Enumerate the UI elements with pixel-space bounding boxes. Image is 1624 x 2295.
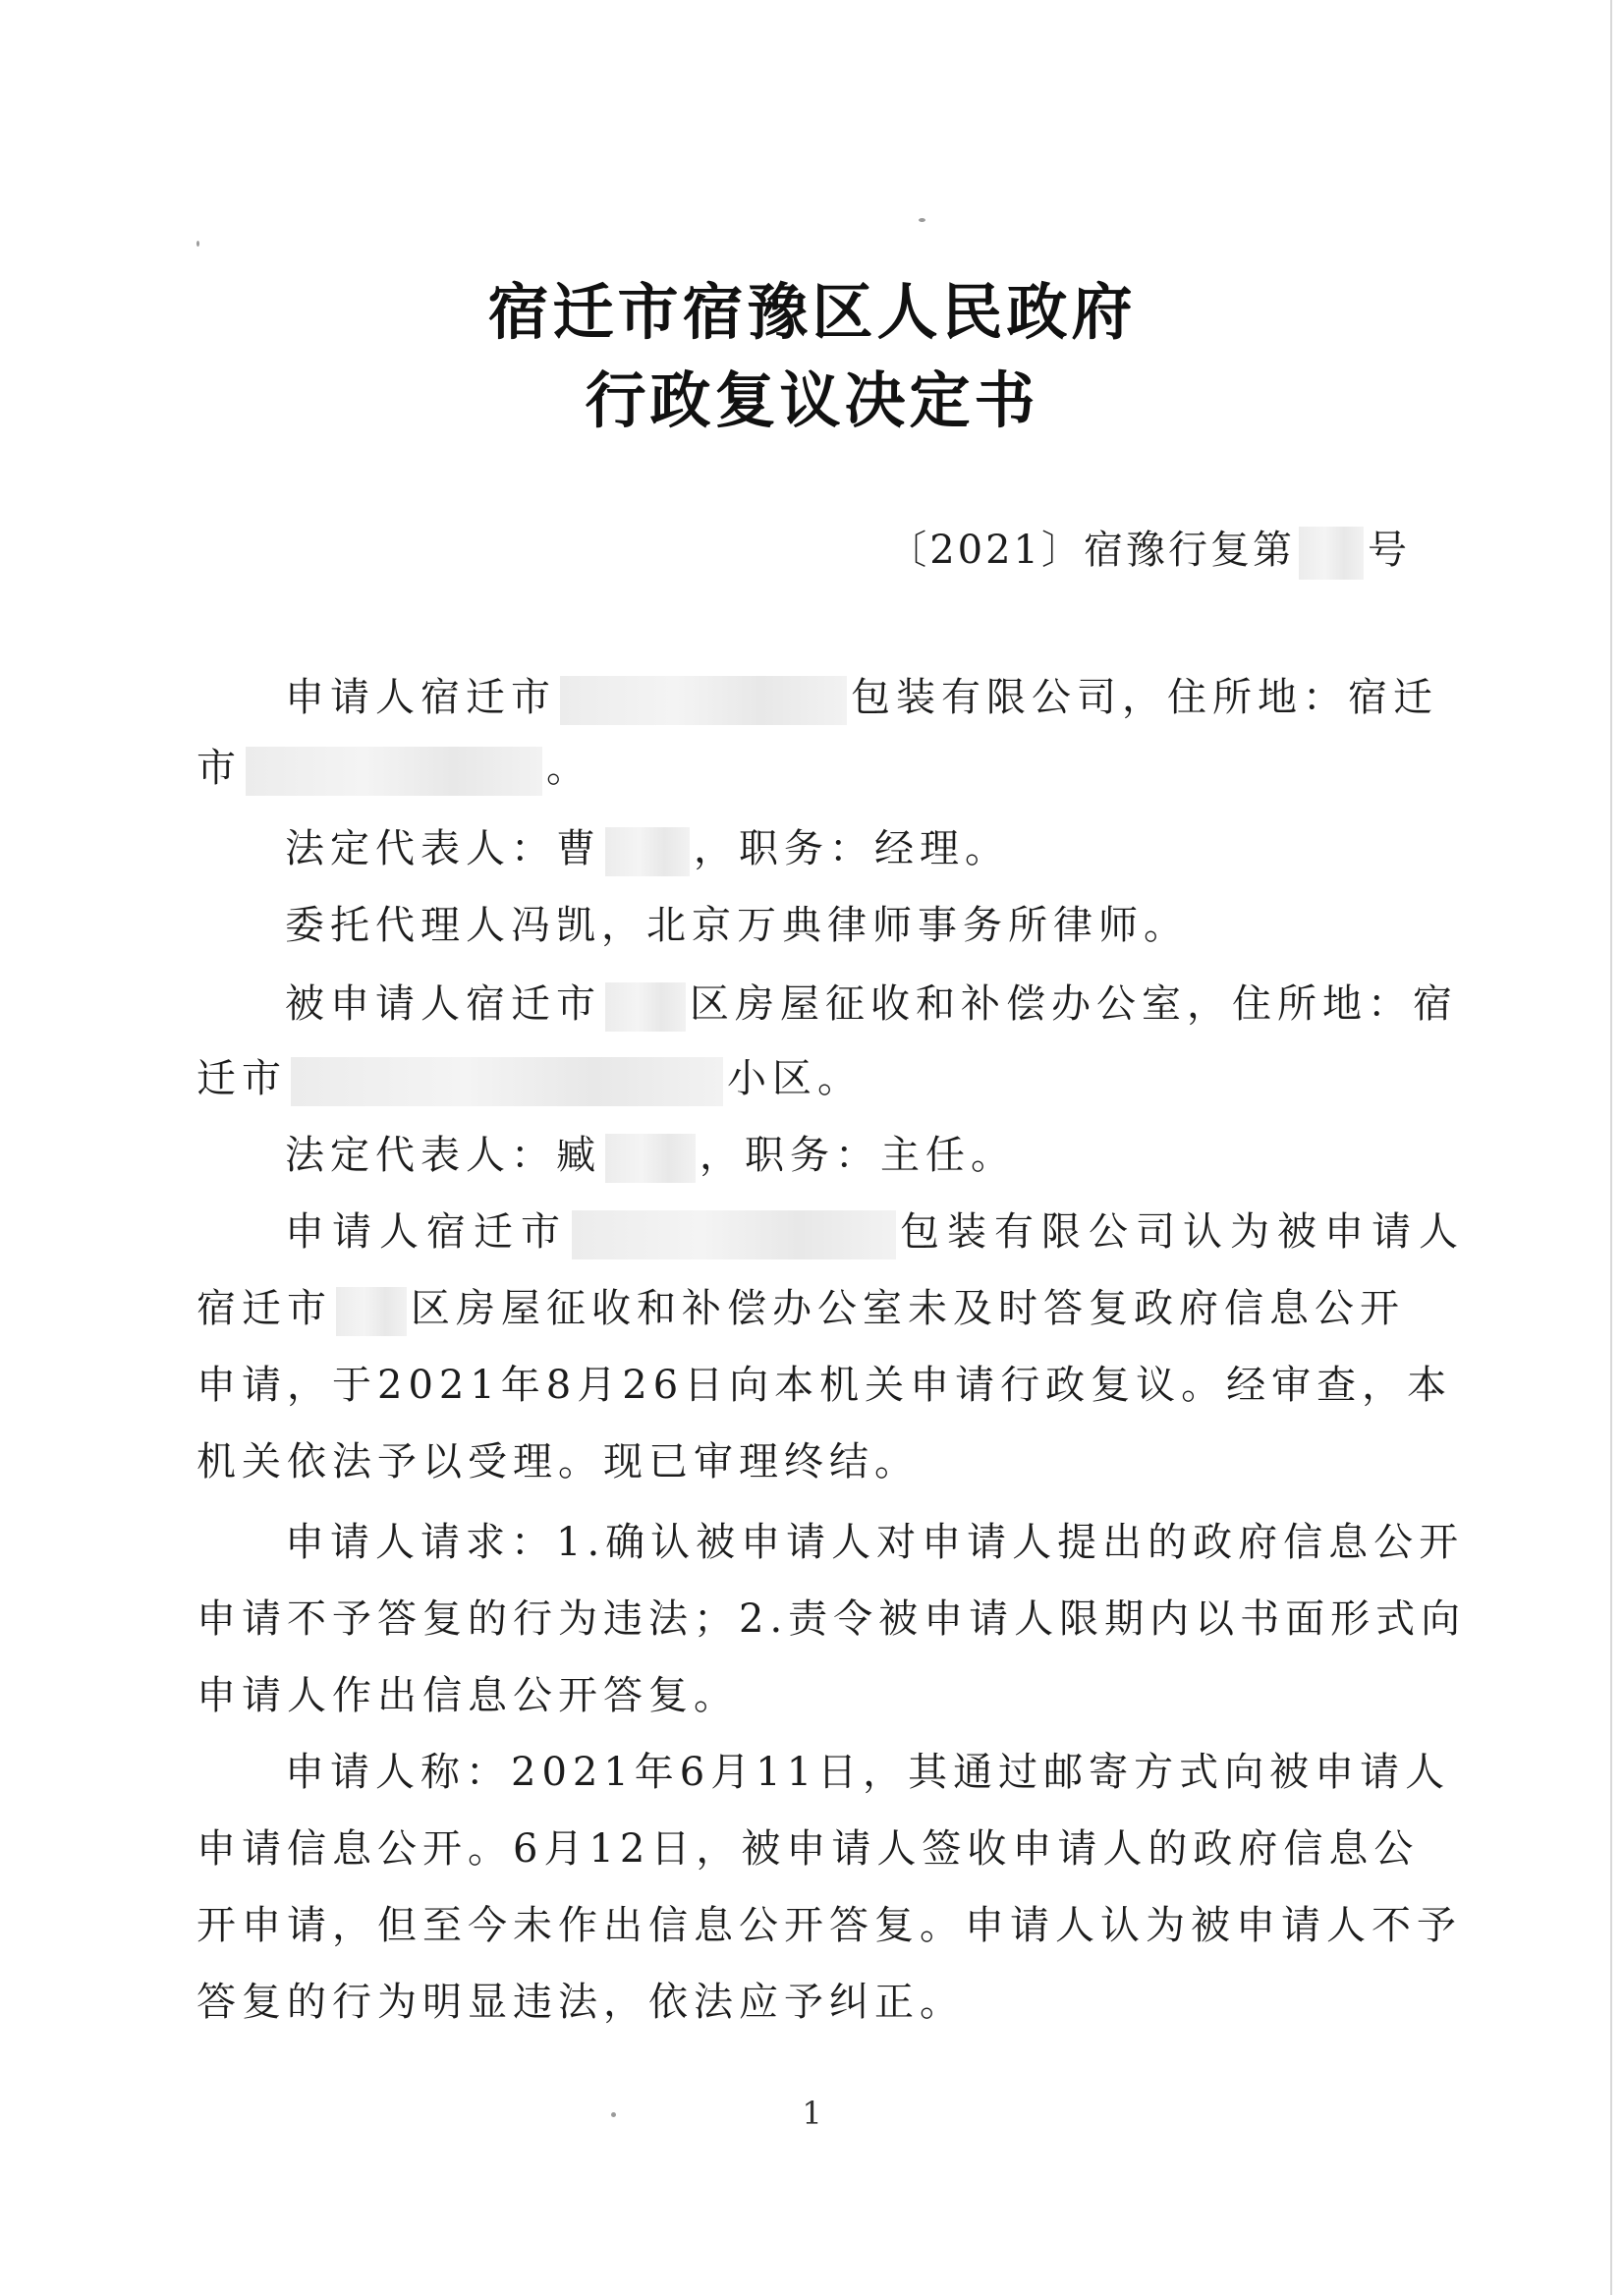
redaction-mask bbox=[605, 827, 690, 876]
case-summary-line-1 bbox=[285, 1206, 1466, 1259]
authorized-agent: 委托代理人冯凯，北京万典律师事务所律师。 bbox=[285, 903, 1189, 948]
document-title-line-2: 行政复议决定书 bbox=[585, 364, 1039, 436]
text-segment: 法定代表人：臧 bbox=[285, 1133, 601, 1178]
applicant-statement-line-2: 申请信息公开。6月12日，被申请人签收申请人的政府信息公 bbox=[196, 1826, 1420, 1872]
applicant-request-line-3: 申请人作出信息公开答复。 bbox=[196, 1673, 739, 1718]
text-segment: 宿迁市 bbox=[196, 1286, 332, 1331]
applicant-statement-line-3: 开申请，但至今未作出信息公开答复。申请人认为被申请人不予 bbox=[196, 1903, 1462, 1948]
text-segment: 区房屋征收和补偿办公室，住所地：宿 bbox=[690, 981, 1458, 1027]
text-segment: 包装有限公司认为被申请人 bbox=[900, 1209, 1466, 1255]
applicant-line-1 bbox=[285, 672, 1438, 725]
text-segment: 小区。 bbox=[727, 1056, 863, 1101]
redaction-mask bbox=[1299, 527, 1364, 580]
applicant-statement-line-1: 申请人称：2021年6月11日，其通过邮寄方式向被申请人 bbox=[285, 1750, 1451, 1795]
respondent-line-1 bbox=[285, 979, 1458, 1032]
text-segment: ，职务：经理。 bbox=[694, 826, 1010, 871]
redaction-mask bbox=[605, 982, 686, 1032]
document-title-line-1: 宿迁市宿豫区人民政府 bbox=[487, 276, 1137, 348]
text-segment: 被申请人宿迁市 bbox=[285, 981, 601, 1027]
case-summary-line-4: 机关依法予以受理。现已审理终结。 bbox=[196, 1439, 920, 1484]
respondent-legal-representative bbox=[285, 1130, 1016, 1183]
text-segment: 区房屋征收和补偿办公室未及时答复政府信息公开 bbox=[411, 1286, 1405, 1331]
case-summary-line-3: 申请，于2021年8月26日向本机关申请行政复议。经审查，本 bbox=[196, 1363, 1453, 1408]
redaction-mask bbox=[246, 747, 542, 796]
case-summary-line-2 bbox=[196, 1283, 1405, 1336]
applicant-legal-representative bbox=[285, 823, 1010, 876]
respondent-line-2 bbox=[196, 1053, 863, 1106]
document-number-prefix: 〔2021〕宿豫行复第 bbox=[887, 528, 1295, 573]
text-segment: 申请人宿迁市 bbox=[285, 675, 556, 720]
applicant-line-2 bbox=[196, 743, 591, 796]
scan-speck bbox=[196, 241, 199, 247]
redaction-mask bbox=[605, 1134, 696, 1183]
text-segment: 法定代表人：曹 bbox=[285, 826, 601, 871]
text-segment: ，职务：主任。 bbox=[700, 1133, 1016, 1178]
text-segment: 包装有限公司，住所地：宿迁 bbox=[851, 675, 1438, 720]
redaction-mask bbox=[336, 1287, 407, 1336]
page-number: 1 bbox=[802, 2095, 822, 2132]
text-segment: 市 bbox=[196, 746, 242, 791]
document-number bbox=[887, 519, 1410, 580]
redaction-mask bbox=[291, 1057, 723, 1106]
text-segment: 。 bbox=[546, 746, 591, 791]
scan-speck bbox=[919, 218, 925, 222]
redaction-mask bbox=[572, 1210, 896, 1259]
applicant-statement-line-4: 答复的行为明显违法，依法应予纠正。 bbox=[196, 1980, 965, 2025]
redaction-mask bbox=[560, 676, 847, 725]
applicant-request-line-1: 申请人请求：1.确认被申请人对申请人提出的政府信息公开 bbox=[285, 1520, 1465, 1565]
text-segment: 迁市 bbox=[196, 1056, 287, 1101]
text-segment: 申请人宿迁市 bbox=[285, 1209, 568, 1255]
document-number-suffix: 号 bbox=[1368, 528, 1410, 573]
applicant-request-line-2: 申请不予答复的行为违法；2.责令被申请人限期内以书面形式向 bbox=[196, 1596, 1467, 1642]
